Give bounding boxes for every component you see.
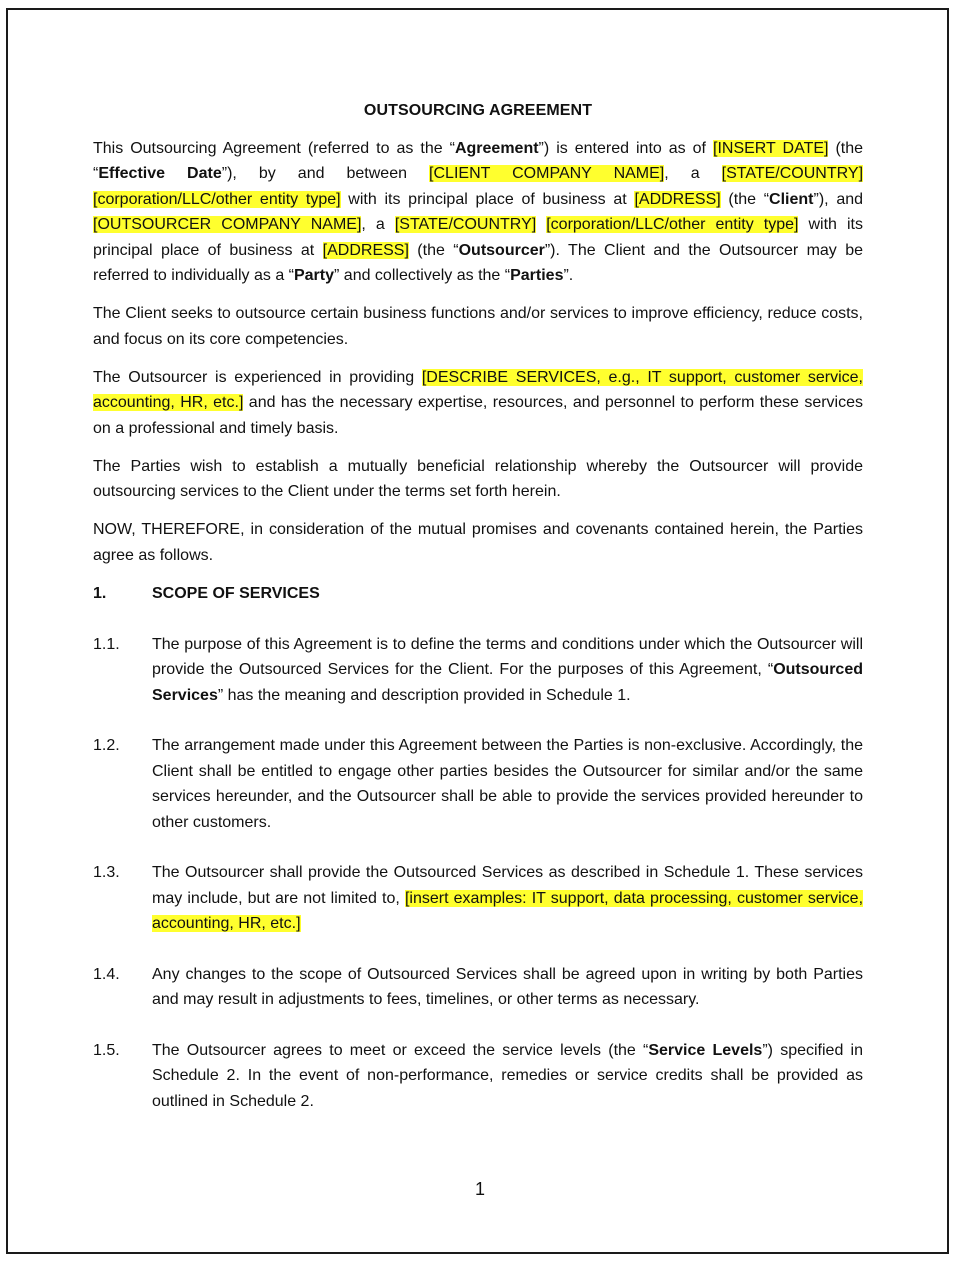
text-run: , a (664, 165, 722, 182)
text-run: (the “ (720, 190, 770, 208)
recital-paragraph-2 (93, 365, 863, 442)
clause-1-2 (93, 733, 863, 835)
clause-number: 1.2. (93, 737, 120, 754)
clause-number: 1.3. (93, 864, 120, 881)
text-run: This Outsourcing Agreement (referred to as the “ (93, 139, 455, 157)
text-run: with its principal place of business at (93, 216, 863, 259)
clause-1-4 (93, 962, 863, 1013)
defined-term-service-levels: Service Levels (648, 1041, 763, 1059)
text-run (536, 216, 546, 233)
placeholder-client-company-name: [CLIENT COMPANY NAME] (429, 165, 665, 182)
text-run: (the “ (408, 241, 459, 259)
recital-paragraph-4: NOW, THEREFORE, in consideration of the mutual promises and covenants contained herein, the Parties agree as follows. (93, 521, 863, 564)
text-run: (the “ (93, 139, 864, 182)
placeholder-client-address: [ADDRESS] (634, 190, 721, 208)
section-title: SCOPE OF SERVICES (152, 585, 320, 602)
text-run: The Outsourcer agrees to meet or exceed the service levels (the “ (152, 1041, 649, 1059)
section-heading-scope-of-services (93, 581, 863, 607)
text-run: , a (361, 216, 395, 233)
placeholder-insert-date: [INSERT DATE] (713, 139, 829, 157)
text-run: ”), and (813, 190, 864, 208)
defined-term-parties: Parties (510, 267, 564, 284)
defined-term-outsourcer: Outsourcer (458, 241, 545, 259)
text-run: ”. (563, 267, 574, 284)
clause-text (152, 860, 863, 937)
document-body (93, 98, 863, 1139)
defined-term-outsourced-services: Outsourced Services (152, 661, 863, 704)
defined-term-party: Party (293, 267, 335, 284)
clause-text (152, 1038, 863, 1115)
clause-1-5 (93, 1038, 863, 1115)
recital-paragraph-3: The Parties wish to establish a mutually beneficial relationship whereby the Outsourcer will provide outsourcing services to the Client under the terms set forth herein. (93, 457, 863, 500)
placeholder-insert-examples: [insert examples: IT support, data processing, customer service, accounting, HR, etc.] (152, 889, 864, 932)
section-number: 1. (93, 585, 107, 602)
defined-term-client: Client (769, 190, 814, 208)
clause-number: 1.5. (93, 1041, 120, 1059)
clause-text: Any changes to the scope of Outsourced Services shall be agreed upon in writing by both Parties and may result in adjustments to fees, timelines, or other terms as necessary. (152, 965, 863, 1008)
text-run: ” and collectively as the “ (334, 267, 511, 284)
text-run: and has the necessary expertise, resources, and personnel to perform these services on a professional and timely basis. (93, 394, 864, 437)
text-run: ” has the meaning and description provided in Schedule 1. (217, 686, 631, 704)
placeholder-client-entity-type: [corporation/LLC/other entity type] (93, 190, 341, 208)
intro-paragraph (93, 136, 863, 289)
placeholder-describe-services: [DESCRIBE SERVICES, e.g., IT support, customer service, accounting, HR, etc.] (93, 368, 863, 411)
clause-number: 1.1. (93, 635, 120, 653)
defined-term-agreement: Agreement (454, 139, 539, 157)
text-run: with its principal place of business at (340, 190, 635, 208)
placeholder-outsourcer-address: [ADDRESS] (322, 241, 409, 259)
text-run: The Outsourcer shall provide the Outsourced Services as described in Schedule 1. These services may include, but are not limited to, (152, 864, 863, 907)
placeholder-outsourcer-state: [STATE/COUNTRY] (394, 216, 537, 233)
placeholder-outsourcer-entity-type: [corporation/LLC/other entity type] (546, 216, 799, 233)
clause-number: 1.4. (93, 965, 120, 983)
placeholder-client-state: [STATE/COUNTRY] (721, 165, 864, 182)
recital-paragraph-1: The Client seeks to outsource certain business functions and/or services to improve efficiency, reduce costs, and focus on its core competencies. (93, 305, 863, 348)
text-run: The Outsourcer is experienced in providing (93, 368, 422, 386)
text-run: ”). The Client and the Outsourcer may be referred to individually as a “ (93, 241, 863, 284)
text-run: ”), by and between (221, 165, 430, 182)
placeholder-outsourcer-company-name: [OUTSOURCER COMPANY NAME] (93, 216, 362, 233)
clause-text (152, 632, 863, 709)
text-run: The purpose of this Agreement is to define the terms and conditions under which the Outsourcer will provide the Outsourced Services for the Client. For the purposes of this Agreement, “ (152, 635, 863, 678)
defined-term-effective-date: Effective Date (98, 165, 222, 182)
text-run: ”) is entered into as of (538, 139, 713, 157)
page-number: 1 (474, 1179, 485, 1199)
clause-1-1 (93, 632, 863, 709)
document-title: OUTSOURCING AGREEMENT (363, 102, 593, 119)
clause-text: The arrangement made under this Agreement between the Parties is non-exclusive. Accordingly, the Client shall be entitled to engage other parties besides the Outsourcer for similar and/or the same services hereunder, and the Outsourcer shall be able to provide the services provided hereunder to other customers. (152, 737, 863, 831)
text-run: ”) specified in Schedule 2. In the event of non-performance, remedies or service credits shall be provided as outlined in Schedule 2. (152, 1041, 863, 1110)
clause-1-3 (93, 860, 863, 937)
